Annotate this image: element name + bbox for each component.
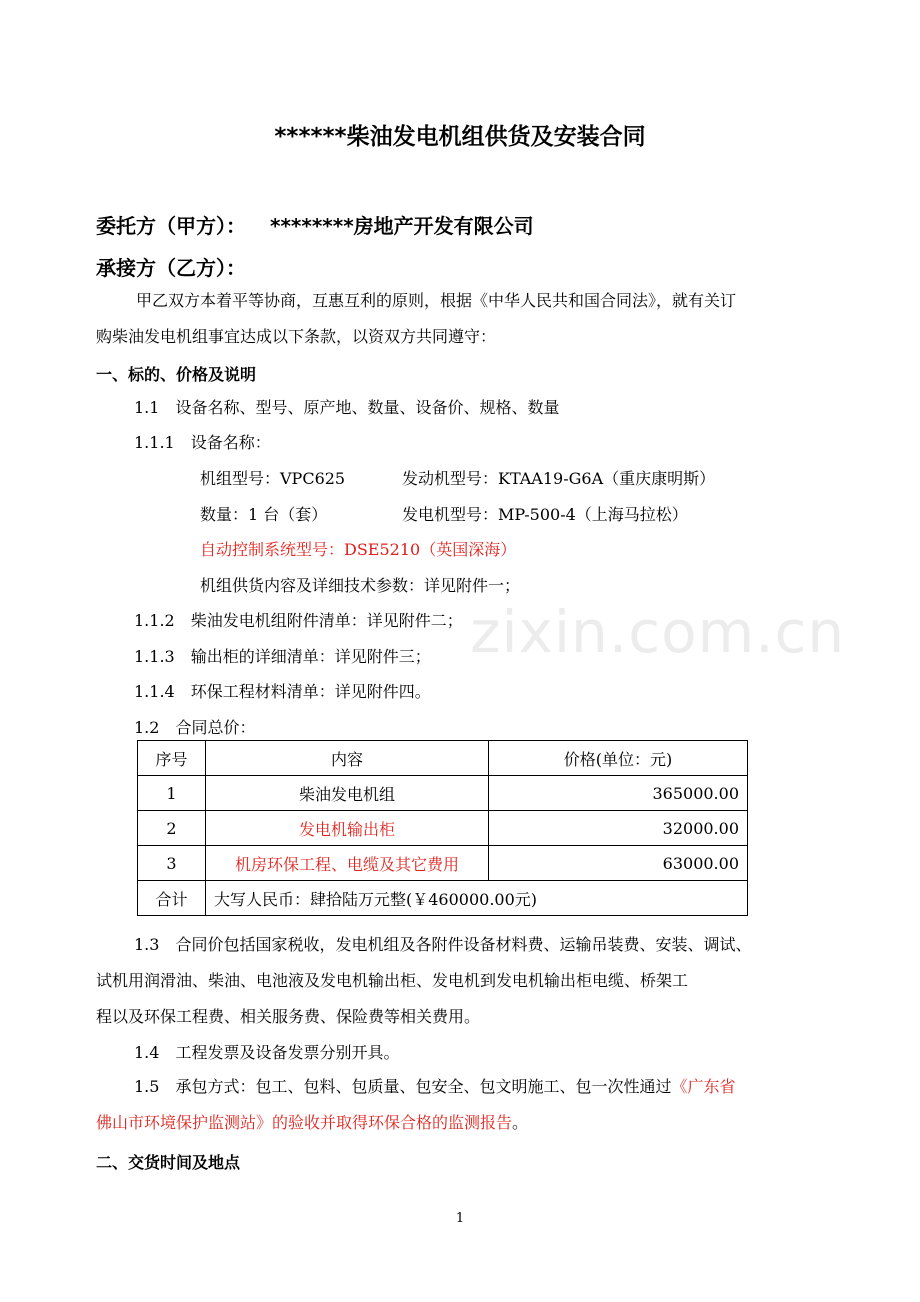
row-content: 柴油发电机组 [206, 776, 489, 811]
page-number: 1 [455, 1211, 465, 1226]
row-no: 2 [138, 811, 206, 846]
supply-content: 机组供货内容及详细技术参数：详见附件一； [200, 576, 521, 595]
item-1-5-red-1: 《广东省 [671, 1077, 736, 1096]
intro-line-2: 购柴油发电机组事宜达成以下条款，以资双方共同遵守： [96, 327, 497, 346]
row-no: 3 [138, 846, 206, 881]
row-price: 32000.00 [489, 811, 748, 846]
row-price: 63000.00 [489, 846, 748, 881]
item-1-5-prefix: 1.5 承包方式：包工、包料、包质量、包安全、包文明施工、包一次性通过 [134, 1077, 672, 1096]
header-price: 价格(单位：元) [489, 741, 748, 776]
total-label: 合计 [138, 881, 206, 916]
engine-model: 发动机型号：KTAA19-G6A（重庆康明斯） [402, 469, 716, 488]
unit-model: 机组型号：VPC625 [200, 469, 346, 488]
item-1-1-2: 1.1.2 柴油发电机组附件清单：详见附件二； [134, 611, 463, 630]
section-1-heading: 一、标的、价格及说明 [96, 365, 257, 384]
generator-model: 发电机型号：MP-500-4（上海马拉松） [402, 505, 688, 524]
item-1-2: 1.2 合同总价： [134, 718, 256, 737]
item-1-1-4: 1.1.4 环保工程材料清单：详见附件四。 [134, 682, 431, 701]
intro-line-1: 甲乙双方本着平等协商，互惠互利的原则，根据《中华人民共和国合同法》，就有关订 [136, 291, 737, 310]
header-no: 序号 [138, 741, 206, 776]
price-table [137, 740, 748, 916]
item-1-5-line-1 [134, 1077, 735, 1097]
item-1-5-line-2 [96, 1113, 528, 1133]
quantity: 数量：1 台（套） [200, 505, 328, 524]
item-1-3-line-1: 1.3 合同价包括国家税收，发电机组及各附件设备材料费、运输吊装费、安装、调试、 [134, 935, 752, 954]
table-total-row [138, 881, 748, 916]
item-1-1-1: 1.1.1 设备名称： [134, 433, 271, 452]
table-row [138, 811, 748, 846]
item-1-5-red-2: 佛山市环境保护监测站》的验收并取得环保合格的监测报告 [96, 1113, 513, 1132]
total-value: 大写人民币：肆拾陆万元整(￥460000.00元) [206, 881, 748, 916]
item-1-1-3: 1.1.3 输出柜的详细清单：详见附件三； [134, 647, 431, 666]
watermark: zixin.com.cn [470, 598, 846, 666]
party-a-name: ********房地产开发有限公司 [270, 214, 534, 238]
table-row [138, 846, 748, 881]
control-system-model: 自动控制系统型号：DSE5210（英国深海） [200, 540, 517, 559]
table-header-row [138, 741, 748, 776]
row-content: 发电机输出柜 [206, 811, 489, 846]
item-1-5-end: 。 [512, 1113, 529, 1132]
party-a-label: 委托方（甲方）： [96, 214, 246, 238]
row-no: 1 [138, 776, 206, 811]
item-1-3-line-3: 程以及环保工程费、相关服务费、保险费等相关费用。 [96, 1007, 481, 1026]
section-2-heading: 二、交货时间及地点 [96, 1153, 241, 1172]
header-content: 内容 [206, 741, 489, 776]
item-1-4: 1.4 工程发票及设备发票分别开具。 [134, 1043, 400, 1062]
party-b-label: 承接方（乙方）： [96, 256, 246, 280]
row-content: 机房环保工程、电缆及其它费用 [206, 846, 489, 881]
row-price: 365000.00 [489, 776, 748, 811]
contract-title: ******柴油发电机组供货及安装合同 [274, 124, 646, 150]
item-1-1: 1.1 设备名称、型号、原产地、数量、设备价、规格、数量 [134, 398, 560, 417]
item-1-3-line-2: 试机用润滑油、柴油、电池液及发电机输出柜、发电机到发电机输出柜电缆、桥架工 [96, 971, 689, 990]
table-row [138, 776, 748, 811]
